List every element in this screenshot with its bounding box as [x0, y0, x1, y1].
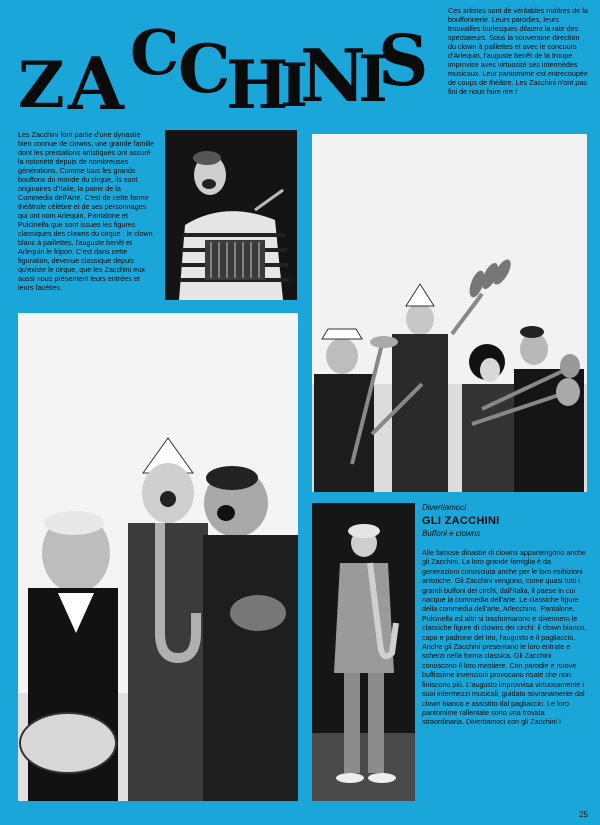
- three-clowns-image: [18, 313, 298, 801]
- title-letter: I: [280, 51, 308, 121]
- italian-body: Alle famose dinastie di clowns appartengono anche gli Zacchini. La loro grande famiglia è da generazioni conosciuta anche per le loro esibizioni artistiche. Gli Zacchini vengono, come quasi tutti i grandi buffoni dei circhi, dall'Italia, il paese in cui nacque la commedia dell'arte. Le classiche figure della commedia dell'arte, Arlecchino, Pantalone, Pulcinella ed altri si trasformarono e divennero le classiche figure di clowns dei circhi: il clown bianco, capo e padrone del trio, l'augusto e il pagliaccio. Anche gli Zacchini presentano le loro entrate e scherzi nella forma classica. Gli Zacchini conoscono il loro mestiere. Con parodie e nuove buffissime invenzioni provocano risate che non finiscono più. L'augusto improvvisa virtuosamente i suoi intermezzi musicali, guidato sovranamente dal clown bianco e assistito dal pagliaccio. Le loro pantomime rallentate sono una trovata straordinaria. Divertiamoci con gli Zacchini !: [422, 548, 587, 727]
- photo-three-clowns: [18, 313, 298, 801]
- intro-text-fr: Ces artistes sont de véritables maîtres de la bouffonnerie. Leurs parodies, leurs trouvailles burlesques dilatent la rate des spectateurs. Sous la souveraine direction du clown à paillettes et avec le concours d'Arlequin, l'auguste benêt de la troupe improvise avec virtuosité ses intermèdes musicaux. Leur pantomime est entrecoupée de coups de théâtre. Les Zacchini n'ont pas fini de nous faire rire !: [448, 6, 588, 96]
- title-letter: I: [358, 42, 387, 117]
- page-number: 25: [579, 810, 588, 819]
- italian-title: GLI ZACCHINI: [422, 515, 500, 527]
- photo-brass-group: [312, 134, 587, 492]
- italian-subtitle: Buffoni e clowns: [422, 529, 481, 538]
- title-letter: N: [300, 33, 365, 118]
- page-title: [18, 16, 428, 126]
- accordion-clown-image: [165, 130, 297, 300]
- sax-clown-image: [312, 503, 415, 801]
- title-letter: Z: [18, 48, 64, 123]
- title-letter: C: [178, 30, 230, 108]
- title-letter: A: [68, 41, 123, 126]
- title-letter: S: [378, 19, 428, 102]
- photo-clown-accordion: [165, 130, 297, 300]
- body-text-fr: Les Zacchini font partie d'une dynastie bien connue de clowns, une grande famille dont les prestations artistiques ont assuré la notoriété depuis de nombreuses générations. Comme tous les grands bouffons du monde du cirque, ils sont originaires d'Italie, la patrie de la Commedia dell'Arte. C'est de cette forme théâtrale célèbre et de ses personnages qui ont nom Arlequin, Pantalone et Pulcinella que sont issues les figures classiques des clowns du cirque : le clown blanc à paillettes, l'auguste benêt et Arlequin le fripon. C'est dans cette figuration, devenue classique depuis qu'existe le cirque, que les Zacchini eux aussi nous présentent leurs entrées et leurs facéties.: [18, 130, 155, 292]
- brass-group-image: [312, 134, 587, 492]
- title-letter: H: [226, 46, 288, 124]
- italian-article: [422, 503, 588, 727]
- title-letter: C: [130, 16, 179, 89]
- italian-kicker: Divertiamoci: [422, 503, 467, 512]
- photo-sax-clown: [312, 503, 415, 801]
